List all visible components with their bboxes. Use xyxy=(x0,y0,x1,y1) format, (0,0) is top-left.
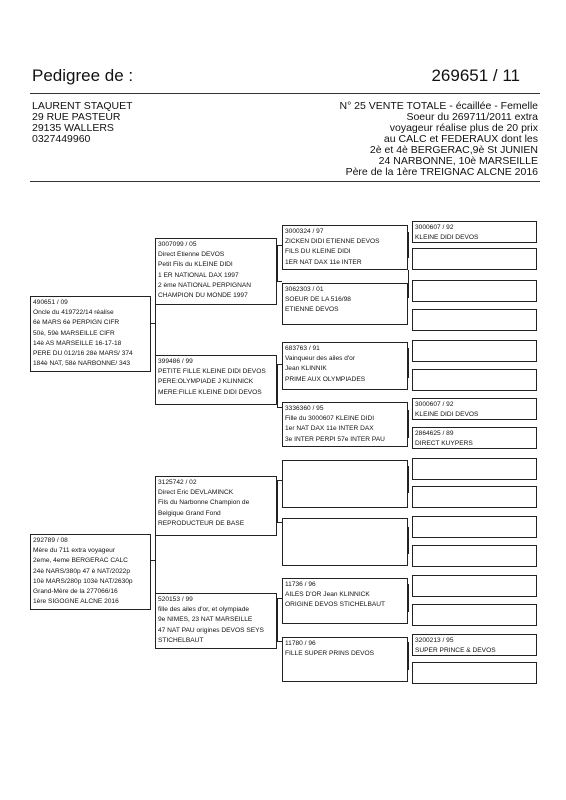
dddd-box xyxy=(412,662,537,684)
owner-line: 29135 WALLERS xyxy=(32,122,114,134)
ddds-box xyxy=(412,634,537,656)
box-line: Direct Etienne DEVOS xyxy=(158,251,225,259)
box-line: REPRODUCTEUR DE BASE xyxy=(158,519,245,527)
box-line: KLEINE DIDI DEVOS xyxy=(415,234,479,242)
box-line: 10è MARS/280p 103è NAT/2630p xyxy=(33,577,133,585)
dds-box xyxy=(282,578,408,624)
box-line: 24è NARS/380p 47 è NAT/2022p xyxy=(33,567,131,575)
box-line: Jean KLINNIK xyxy=(285,365,327,373)
dsds-box xyxy=(412,516,537,538)
ddss-box xyxy=(412,575,537,597)
connector xyxy=(408,270,409,298)
box-line: ZICKEN DIDI ETIENNE DEVOS xyxy=(285,238,380,246)
box-line: 3000607 / 92 xyxy=(415,224,454,231)
connector xyxy=(408,410,409,438)
sddd-box xyxy=(412,427,537,449)
box-line: 520153 / 99 xyxy=(158,596,193,603)
box-line: Fille du 3000607 KLEINE DIDI xyxy=(285,415,375,423)
connector xyxy=(408,232,409,258)
box-line: 1 ER NATIONAL DAX 1997 xyxy=(158,271,239,279)
box-line: Vainqueur des ailes d'or xyxy=(285,355,356,363)
box-line: 2 ème NATIONAL PERPIGNAN xyxy=(158,281,252,289)
ssds-box xyxy=(412,280,537,302)
ssss-box xyxy=(412,221,537,243)
ddsd-box xyxy=(412,604,537,626)
sdss-box xyxy=(412,340,537,362)
box-line: SUPER PRINCE & DEVOS xyxy=(415,647,496,655)
box-line: Mère du 711 extra voyageur xyxy=(33,547,115,555)
ddd-box xyxy=(282,637,408,682)
box-line: 1ER NAT DAX 11e INTER xyxy=(285,258,362,266)
box-line: 3336360 / 95 xyxy=(285,405,324,412)
box-line: Oncle du 419722/14 réalise xyxy=(33,309,114,317)
info-line: au CALC et FEDERAUX dont les xyxy=(383,133,538,145)
sss-box xyxy=(282,225,408,270)
box-line: 14è AS MARSEILLE 16-17-18 xyxy=(33,339,122,347)
info-line: voyageur réalise plus de 20 prix xyxy=(389,122,538,134)
box-line: STICHELBAUT xyxy=(158,636,204,644)
connector xyxy=(277,245,278,281)
divider xyxy=(30,181,540,182)
connector xyxy=(277,281,282,282)
box-line: 2864625 / 89 xyxy=(415,430,454,437)
box-line: SOEUR DE LA 516/98 xyxy=(285,296,351,304)
box-line: 47 NAT PAU origines DEVOS SEYS xyxy=(158,626,264,634)
info-line: Père de la 1ère TREIGNAC ALCNE 2016 xyxy=(345,166,538,178)
info-line: Soeur du 269711/2011 extra xyxy=(406,111,538,123)
connector xyxy=(408,348,409,378)
box-line: 3000607 / 92 xyxy=(415,401,454,408)
box-line: PERE DU 012/16 28è MARS/ 374 xyxy=(33,350,133,358)
dss-box xyxy=(282,460,408,508)
box-line: 683763 / 91 xyxy=(285,345,320,352)
box-line: FILS DU KLEINE DIDI xyxy=(285,248,351,256)
sire-dam-box xyxy=(155,355,277,405)
dam-dam-box xyxy=(155,593,277,649)
box-line: 3125742 / 02 xyxy=(158,479,197,486)
sds-box xyxy=(282,342,408,390)
connector xyxy=(408,584,409,612)
dsdd-box xyxy=(412,545,537,567)
box-line: 399486 / 99 xyxy=(158,358,193,365)
info-line: N° 25 VENTE TOTALE - écaillée - Femelle xyxy=(339,100,538,112)
box-line: 50è, 59è MARSEILLE CIFR xyxy=(33,329,115,337)
connector xyxy=(408,642,409,670)
box-line: Direct Eric DEVLAMINCK xyxy=(158,489,234,497)
box-line: 184è NAT, 58è NARBONNE/ 343 xyxy=(33,360,130,368)
box-line: ETIENNE DEVOS xyxy=(285,306,339,314)
sire-sire-box xyxy=(155,238,277,305)
dsd-box xyxy=(282,518,408,566)
box-line: PETITE FILLE KLEINE DIDI DEVOS xyxy=(158,368,266,376)
ssd-box xyxy=(282,283,408,325)
connector xyxy=(277,598,278,641)
owner-line: LAURENT STAQUET xyxy=(32,100,133,112)
dsss-box xyxy=(412,458,537,480)
box-line: 2eme, 4eme BERGERAC CALC xyxy=(33,557,128,565)
box-line: 3000324 / 97 xyxy=(285,228,324,235)
box-line: CHAMPION DU MONDE 1997 xyxy=(158,292,248,300)
sdsd-box xyxy=(412,369,537,391)
info-line: 2è et 4è BERGERAC,9è St JUNIEN xyxy=(369,144,538,156)
sdd-box xyxy=(282,402,408,447)
dam-sire-box xyxy=(155,476,277,536)
box-line: AILES D'OR Jean KLINNICK xyxy=(285,591,370,599)
box-line: 9e NIMES, 23 NAT MARSEILLE xyxy=(158,616,253,624)
page-title: Pedigree de : xyxy=(32,66,134,85)
connector xyxy=(408,527,409,554)
ssdd-box xyxy=(412,309,537,331)
info-line: 24 NARBONNE, 10è MARSEILLE xyxy=(378,155,538,167)
box-line: DIRECT KUYPERS xyxy=(415,440,473,448)
box-line: KLEINE DIDI DEVOS xyxy=(415,411,479,419)
box-line: PERE:OLYMPIADE J KLINNICK xyxy=(158,378,254,386)
owner-line: 29 RUE PASTEUR xyxy=(32,111,121,123)
box-line: ORIGINE DEVOS STICHELBAUT xyxy=(285,601,386,609)
dam-box xyxy=(30,534,151,610)
pigeon-number: 269651 / 11 xyxy=(431,66,520,85)
box-line: fille des ailes d'or, et olympiade xyxy=(158,606,250,614)
sssd-box xyxy=(412,248,537,270)
box-line: 3062303 / 01 xyxy=(285,286,324,293)
info-block xyxy=(339,101,538,178)
box-line: 3007099 / 05 xyxy=(158,241,197,248)
box-line: MERE:FILLE KLEINE DIDI DEVOS xyxy=(158,388,262,396)
box-line: 1er NAT DAX 11e INTER DAX xyxy=(285,425,374,433)
box-line: 6è MARS 6è PERPIGN CIFR xyxy=(33,319,120,327)
box-line: Belgique Grand Fond xyxy=(158,509,221,517)
box-line: 490651 / 09 xyxy=(33,299,68,306)
divider xyxy=(30,93,540,94)
box-line: PRIME AUX OLYMPIADES xyxy=(285,375,366,383)
box-line: Petit Fils du KLEINE DIDI xyxy=(158,261,233,269)
connector xyxy=(408,466,409,493)
dssd-box xyxy=(412,486,537,508)
sire-box xyxy=(30,296,151,372)
connector xyxy=(277,364,278,407)
owner-block xyxy=(32,101,133,145)
box-line: FILLE SUPER PRINS DEVOS xyxy=(285,650,375,658)
sdds-box xyxy=(412,398,537,420)
box-line: Fils du Narbonne Champion de xyxy=(158,499,250,507)
box-line: 11736 / 96 xyxy=(285,581,316,588)
connector xyxy=(277,480,278,522)
box-line: 3e INTER PERPI 57e INTER PAU xyxy=(285,435,385,443)
owner-line: 0327449960 xyxy=(32,133,91,145)
box-line: 292789 / 08 xyxy=(33,537,68,544)
box-line: 1ère SIGOGNE ALCNE 2016 xyxy=(33,598,119,606)
box-line: 11780 / 96 xyxy=(285,640,316,647)
box-line: Grand-Mère de la 277066/16 xyxy=(33,588,118,596)
box-line: 3200213 / 95 xyxy=(415,637,454,644)
